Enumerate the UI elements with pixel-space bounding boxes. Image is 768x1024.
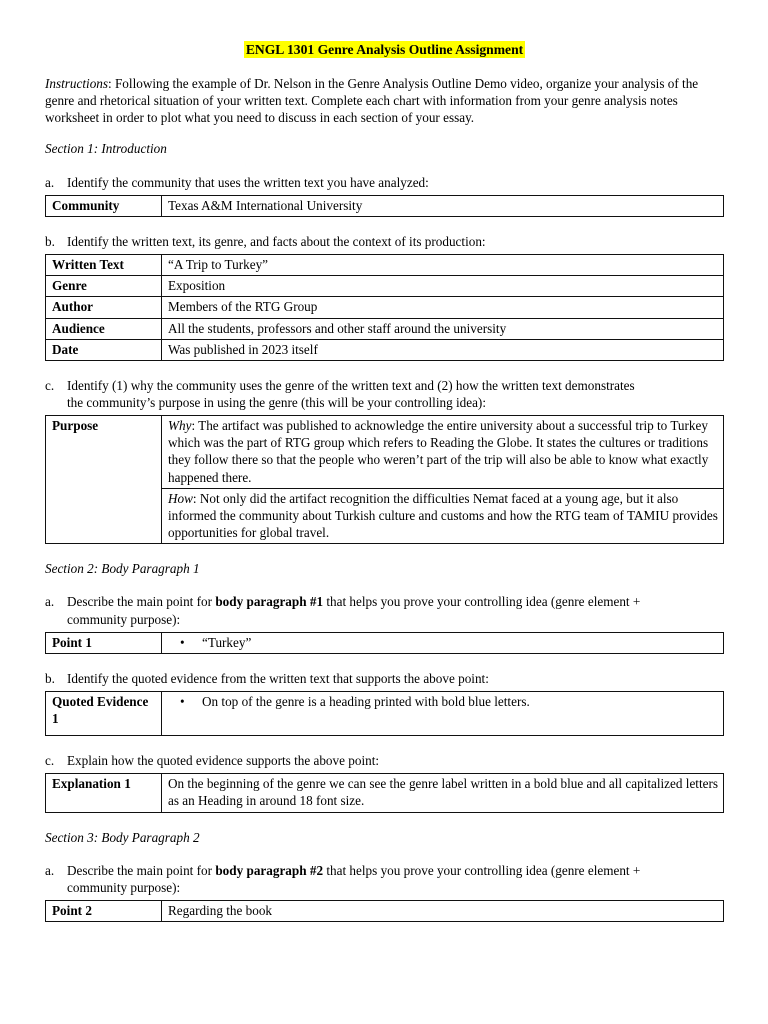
table-row: [46, 692, 724, 736]
explanation-1-table: [45, 773, 724, 812]
genre-key: Genre: [46, 276, 162, 297]
section-1-item-a: [45, 174, 724, 191]
instructions-label: Instructions: [45, 75, 109, 91]
section-2-item-b: [45, 670, 724, 687]
section-2-item-a-prompt-line2: community purpose):: [67, 611, 181, 627]
section-2-item-a: [45, 593, 724, 627]
purpose-why-text: : The artifact was published to acknowledge the entire university about a successful trip to Turkey which was the part of RTG group which refers to Reading the Globe. It states the cultures or traditions they follow there so that the people who weren’t part of the trip will also be able to know what exactly happened there.: [168, 418, 709, 485]
date-key: Date: [46, 339, 162, 360]
point-1-table: [45, 632, 724, 654]
table-row: [46, 339, 724, 360]
context-table: [45, 254, 724, 361]
section-2-heading: Section 2: Body Paragraph 1: [45, 561, 200, 577]
explanation-1-key: Explanation 1: [46, 774, 162, 812]
audience-key: Audience: [46, 318, 162, 339]
section-1-item-c: [45, 377, 724, 411]
section-1-item-a-prompt: Identify the community that uses the written text you have analyzed:: [67, 174, 429, 190]
section-2-item-b-letter: b.: [45, 670, 55, 686]
table-row: [46, 297, 724, 318]
section-2-item-c: [45, 752, 724, 769]
table-row: [46, 774, 724, 812]
section-1-item-c-letter: c.: [45, 377, 55, 393]
section-1-item-a-letter: a.: [45, 174, 55, 190]
section-1-item-b-letter: b.: [45, 233, 55, 249]
instructions-text: : Following the example of Dr. Nelson in the Genre Analysis Outline Demo video, organize your analysis of the genre and rhetorical situation of your written text. Complete each chart with information from your genre analysis notes worksheet in order to plot what you need to discuss in each section of your essay.: [45, 75, 699, 126]
section-2-item-a-letter: a.: [45, 594, 55, 610]
quoted-evidence-1-value: On top of the genre is a heading printed with bold blue letters.: [202, 694, 530, 710]
point-1-value: “Turkey”: [202, 634, 252, 650]
point-1-bullet-line: [168, 634, 718, 651]
table-row: [46, 632, 724, 653]
section-2-item-b-prompt: Identify the quoted evidence from the written text that supports the above point:: [67, 670, 489, 686]
section-3-item-a-prompt-line2: community purpose):: [67, 879, 181, 895]
section-3-item-a: [45, 862, 724, 896]
quoted-evidence-1-bullet-line: [168, 693, 718, 710]
point-2-value[interactable]: Regarding the book: [162, 900, 724, 921]
section-2-item-c-letter: c.: [45, 753, 55, 769]
point-1-value-cell[interactable]: [162, 632, 724, 653]
purpose-key: Purpose: [46, 416, 162, 544]
written-text-value[interactable]: “A Trip to Turkey”: [162, 255, 724, 276]
section-1-item-c-prompt-line2: the community’s purpose in using the genre (this will be your controlling idea):: [67, 395, 486, 411]
purpose-how-label: How: [168, 490, 193, 506]
point-1-key: Point 1: [46, 632, 162, 653]
section-1-heading: Section 1: Introduction: [45, 141, 167, 157]
quoted-evidence-1-value-cell[interactable]: [162, 692, 724, 736]
purpose-how-text: : Not only did the artifact recognition the difficulties Nemat faced at a young age, but it also informed the community about Turkish culture and customs and how the RTG team of TAMIU provides opportunities for global travel.: [168, 490, 718, 541]
explanation-1-value[interactable]: On the beginning of the genre we can see the genre label written in a bold blue and all capitalized letters as an Heading in around 18 font size.: [162, 774, 724, 812]
community-key: Community: [46, 195, 162, 216]
audience-value[interactable]: All the students, professors and other staff around the university: [162, 318, 724, 339]
section-3-item-a-letter: a.: [45, 862, 55, 878]
point-2-table: [45, 900, 724, 922]
table-row: [46, 276, 724, 297]
section-1-item-b-prompt: Identify the written text, its genre, and facts about the context of its production:: [67, 233, 486, 249]
purpose-how-cell[interactable]: [162, 488, 724, 543]
page-title: [45, 42, 724, 59]
bullet-icon: •: [180, 634, 185, 650]
section-2-item-a-prompt-post: that helps you prove your controlling idea (genre element +: [323, 594, 641, 610]
section-3-item-a-prompt-post: that helps you prove your controlling idea (genre element +: [323, 862, 641, 878]
purpose-why-label: Why: [168, 418, 192, 434]
section-2-item-a-prompt-pre: Describe the main point for: [67, 594, 216, 610]
point-2-key: Point 2: [46, 900, 162, 921]
table-row: [46, 255, 724, 276]
date-value[interactable]: Was published in 2023 itself: [162, 339, 724, 360]
bullet-icon: •: [180, 694, 185, 710]
community-table: [45, 195, 724, 217]
table-row: [46, 195, 724, 216]
purpose-why-cell[interactable]: [162, 416, 724, 489]
section-3-item-a-prompt-pre: Describe the main point for: [67, 862, 216, 878]
written-text-key: Written Text: [46, 255, 162, 276]
page-title-text: ENGL 1301 Genre Analysis Outline Assignment: [245, 42, 524, 57]
section-2-item-a-prompt-bold: body paragraph #1: [215, 594, 324, 610]
section-3-item-a-prompt-bold: body paragraph #2: [215, 862, 324, 878]
community-value[interactable]: Texas A&M International University: [162, 195, 724, 216]
section-1-item-b: [45, 233, 724, 250]
quoted-evidence-1-key: Quoted Evidence 1: [46, 692, 162, 736]
section-1-item-c-prompt-line1: Identify (1) why the community uses the genre of the written text and (2) how the written text demonstrates: [67, 377, 635, 393]
table-row: [46, 900, 724, 921]
author-value[interactable]: Members of the RTG Group: [162, 297, 724, 318]
section-2-item-c-prompt: Explain how the quoted evidence supports the above point:: [67, 753, 380, 769]
purpose-table: [45, 415, 724, 544]
table-row: [46, 416, 724, 489]
quoted-evidence-1-table: [45, 691, 724, 736]
table-row: [46, 318, 724, 339]
section-3-heading: Section 3: Body Paragraph 2: [45, 829, 200, 845]
author-key: Author: [46, 297, 162, 318]
instructions-paragraph: [45, 75, 724, 126]
genre-value[interactable]: Exposition: [162, 276, 724, 297]
